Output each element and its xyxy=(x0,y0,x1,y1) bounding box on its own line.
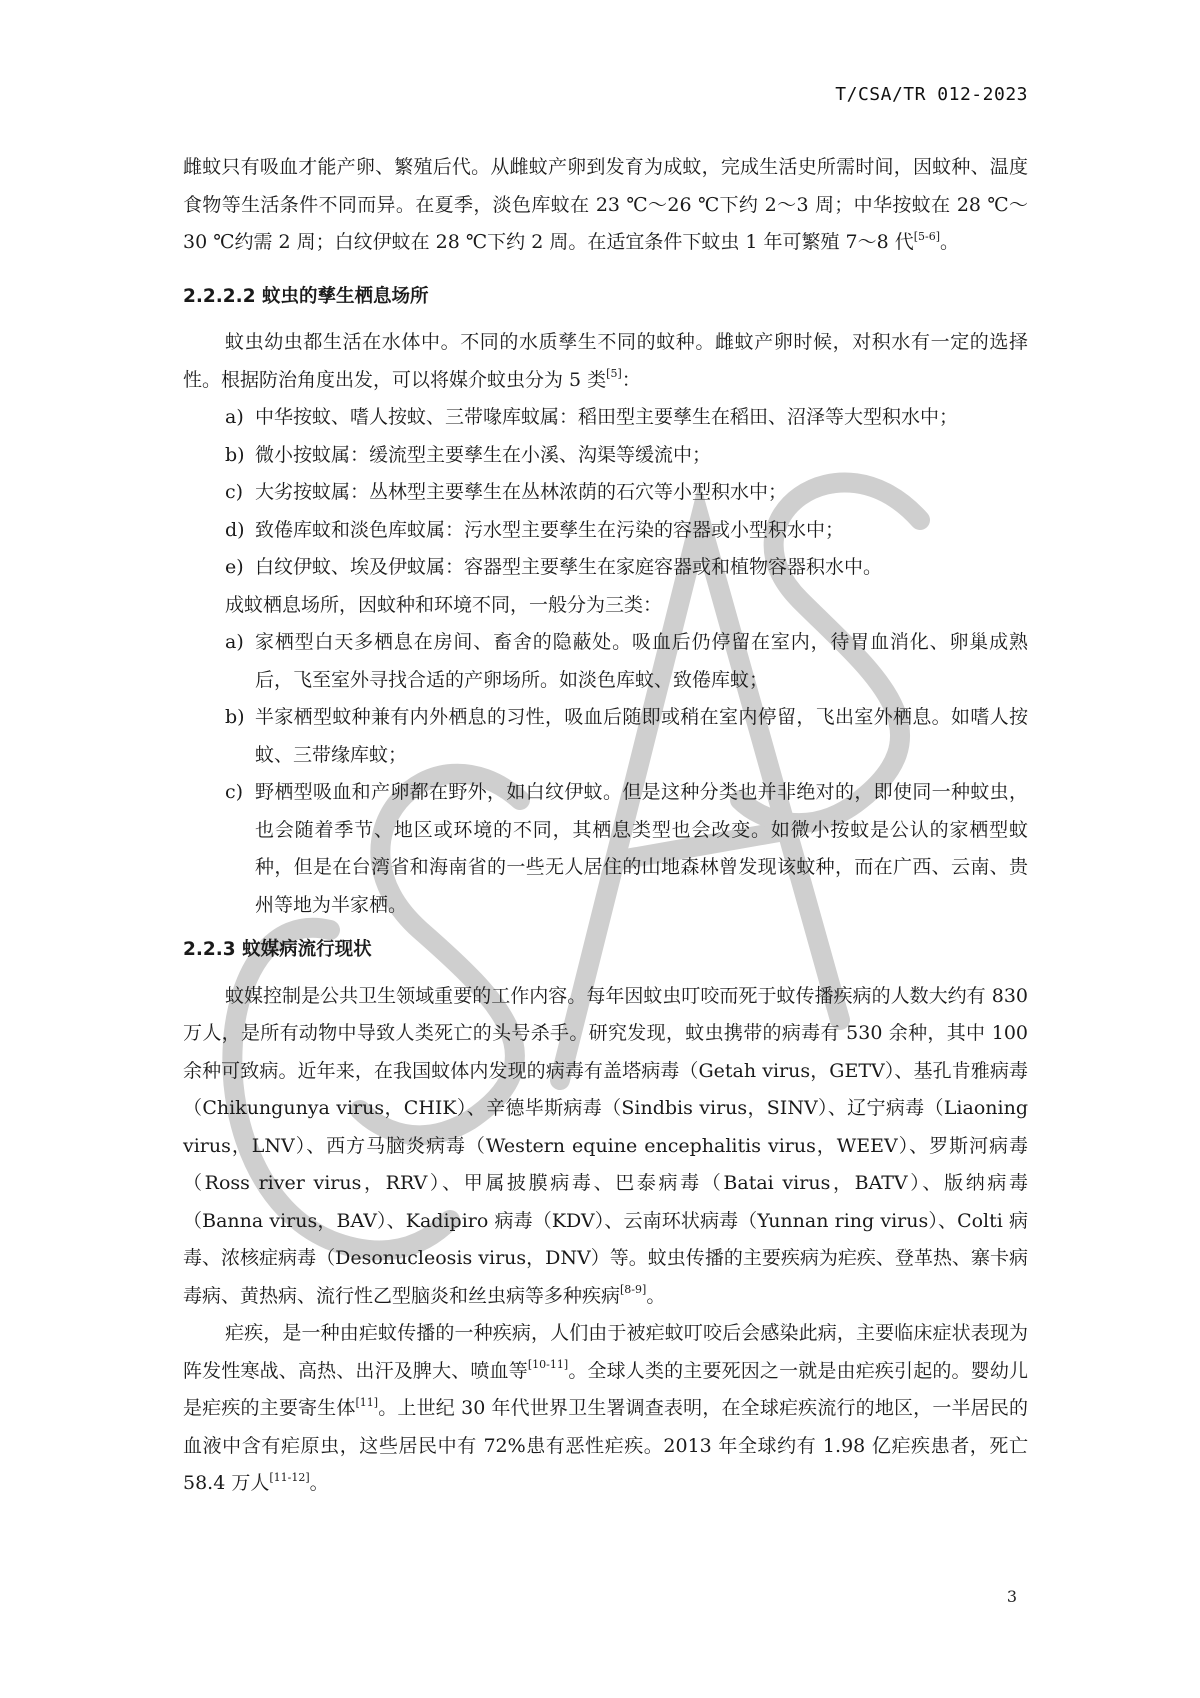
paragraph-text: 蚊虫幼虫都生活在水体中。不同的水质孳生不同的蚊种。雌蚊产卵时候，对积水有一定的选择性。根据防治角度出发，可以将媒介蚊虫分为 5 类 xyxy=(183,331,1028,391)
list-label: b) xyxy=(225,706,245,728)
list-text: 家栖型白天多栖息在房间、畜舍的隐蔽处。吸血后仍停留在室内，待胃血消化、卵巢成熟后，飞至室外寻找合适的产卵场所。如淡色库蚊、致倦库蚊； xyxy=(255,631,1028,691)
list-text: 致倦库蚊和淡色库蚊属：污水型主要孳生在污染的容器或小型积水中； xyxy=(255,518,845,541)
list-text: 白纹伊蚊、埃及伊蚊属：容器型主要孳生在家庭容器或和植物容器积水中。 xyxy=(255,556,883,578)
list-item xyxy=(225,437,1028,475)
list-label: b) xyxy=(225,443,245,466)
list-item xyxy=(225,774,1028,924)
list-item xyxy=(225,699,1028,774)
paragraph-text: 蚊媒控制是公共卫生领域重要的工作内容。每年因蚊虫叮咬而死于蚊传播疾病的人数大约有 830 万人，是所有动物中导致人类死亡的头号杀手。研究发现，蚊虫携带的病毒有 530 余种，其中 100 余种可致病。近年来，在我国蚊体内发现的病毒有盖塔病毒（Getah virus，GETV）、基孔肯雅病毒（Chikungunya virus，CHIK）、辛德毕斯病毒（Sindbis virus，SINV）、辽宁病毒（Liaoning virus，LNV）、西方马脑炎病毒（Western equine encephalitis virus，WEEV）、罗斯河病毒（Ross river virus，RRV）、甲属披膜病毒、巴泰病毒（Batai virus，BATV）、版纳病毒 （Banna virus，BAV）、Kadipiro 病毒（KDV）、云南环状病毒（Yunnan ring virus）、Colti 病毒、浓核症病毒（Desonucleosis virus，DNV）等。蚊虫传播的主要疾病为疟疾、登革热、寨卡病毒病、黄热病、流行性乙型脑炎和丝虫病等多种疾病 xyxy=(183,984,1028,1307)
paragraph-text: 雌蚊只有吸血才能产卵、繁殖后代。从雌蚊产卵到发育为成蚊，完成生活史所需时间，因蚊种、温度食物等生活条件不同而异。在夏季，淡色库蚊在 23 ℃～26 ℃下约 2～3 周；中华按蚊在 28 ℃～30 ℃约需 2 周；白纹伊蚊在 28 ℃下约 2 周。在适宜条件下蚊虫 1 年可繁殖 7～8 代 xyxy=(183,156,1028,253)
paragraph-text: 。全球人类的主要死因之一就是由疟疾引起的。婴幼儿是疟疾的主要寄生体 xyxy=(183,1359,1028,1419)
punctuation: 。 xyxy=(309,1472,329,1494)
paragraph-text: 疟疾，是一种由疟蚊传播的一种疾病，人们由于被疟蚊叮咬后会感染此病，主要临床症状表现为阵发性寒战、高热、出汗及脾大、喷血等 xyxy=(183,1322,1028,1382)
list-label: c) xyxy=(225,781,244,803)
paragraph-reproduction xyxy=(183,149,1028,262)
citation-ref: [5] xyxy=(606,367,622,381)
page-number: 3 xyxy=(1006,1587,1017,1606)
citation-ref: [5-6] xyxy=(913,229,941,243)
list-breeding-types xyxy=(183,399,1028,587)
list-label: e) xyxy=(225,556,244,578)
punctuation: ： xyxy=(621,368,641,391)
list-label: a) xyxy=(225,631,244,653)
section-heading-breeding-sites: 2.2.2.2 蚊虫的孳生栖息场所 xyxy=(183,285,429,307)
list-text: 野栖型吸血和产卵都在野外，如白纹伊蚊。但是这种分类也并非绝对的，即使同一种蚊虫，也会随着季节、地区或环境的不同，其栖息类型也会改变。如微小按蚊是公认的家栖型蚊种，但是在台湾省和海南省的一些无人居住的山地森林曾发现该蚊种，而在广西、云南、贵州等地为半家栖。 xyxy=(255,781,1028,916)
document-body xyxy=(183,149,1028,1503)
section-heading-epidemic-status: 2.2.3 蚊媒病流行现状 xyxy=(183,939,372,960)
paragraph-breeding xyxy=(183,324,1028,399)
paragraph-vector-control xyxy=(183,978,1028,1316)
list-item xyxy=(225,399,1028,437)
list-text: 微小按蚊属：缓流型主要孳生在小溪、沟渠等缓流中； xyxy=(255,443,712,466)
list-label: a) xyxy=(225,406,244,428)
list-text: 中华按蚊、嗜人按蚊、三带喙库蚊属：稻田型主要孳生在稻田、沼泽等大型积水中； xyxy=(255,406,959,428)
list-item xyxy=(225,512,1028,550)
list-text: 半家栖型蚊种兼有内外栖息的习性，吸血后随即或稍在室内停留，飞出室外栖息。如嗜人按蚊、三带缘库蚊； xyxy=(255,706,1028,766)
punctuation: 。 xyxy=(940,231,960,253)
list-item xyxy=(225,549,1028,587)
list-item xyxy=(225,474,1028,512)
document-code-header: T/CSA/TR 012-2023 xyxy=(835,84,1028,105)
list-label: c) xyxy=(225,481,244,503)
punctuation: 。 xyxy=(646,1284,666,1307)
paragraph-malaria xyxy=(183,1315,1028,1503)
paragraph-text: 。上世纪 30 年代世界卫生署调查表明，在全球疟疾流行的地区，一半居民的血液中含有疟原虫，这些居民中有 72%患有恶性疟疾。2013 年全球约有 1.98 亿疟疾患者，死亡 58.4 万人 xyxy=(183,1397,1028,1494)
list-habitat-types xyxy=(183,624,1028,924)
list-text: 大劣按蚊属：丛林型主要孳生在丛林浓荫的石穴等小型积水中； xyxy=(255,481,788,503)
citation-ref: [11] xyxy=(355,1395,379,1409)
citation-ref: [11-12] xyxy=(269,1470,310,1484)
list-item xyxy=(225,624,1028,699)
citation-ref: [10-11] xyxy=(527,1358,569,1372)
list-label: d) xyxy=(225,518,245,541)
citation-ref: [8-9] xyxy=(620,1283,647,1297)
paragraph-adult-habitat: 成蚊栖息场所，因蚊种和环境不同，一般分为三类： xyxy=(225,593,663,616)
